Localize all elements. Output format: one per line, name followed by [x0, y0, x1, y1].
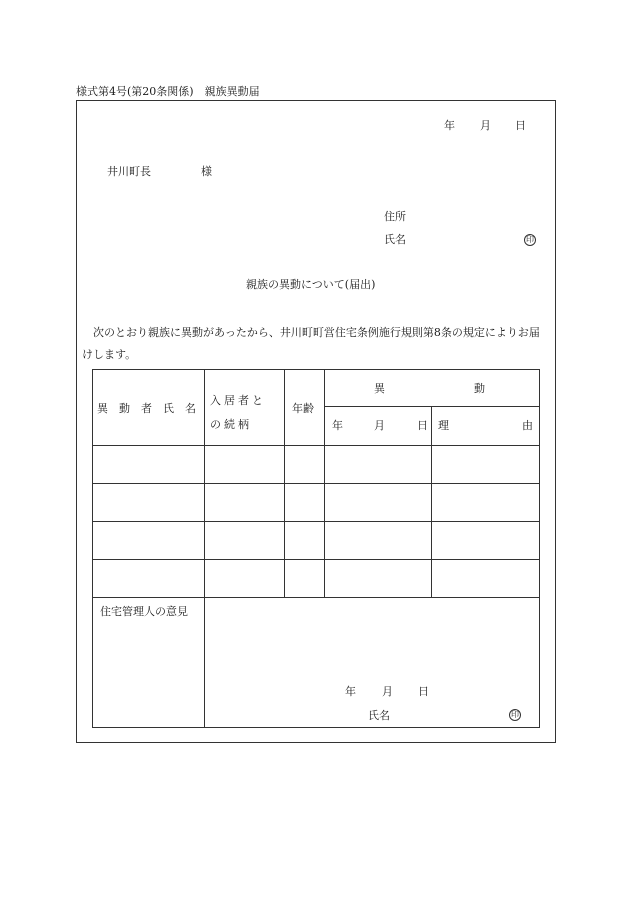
row-date-cell[interactable] [325, 522, 431, 559]
header-day: 日 [417, 419, 428, 432]
row-name-cell[interactable] [93, 560, 204, 597]
header-year: 年 [332, 419, 343, 432]
header-reason-1: 理 [438, 419, 449, 432]
header-month: 月 [374, 419, 385, 432]
row-reason-cell[interactable] [432, 446, 539, 483]
row-name-cell[interactable] [93, 522, 204, 559]
opinion-year-label: 年 [345, 685, 356, 698]
row-reason-cell[interactable] [432, 484, 539, 521]
body-paragraph: 次のとおり親族に異動があったから、井川町町営住宅条例施行規則第8条の規定によりお届けします。 [82, 326, 540, 361]
document-title: 親族の異動について(届出) [246, 278, 376, 291]
opinion-label: 住宅管理人の意見 [100, 605, 188, 618]
date-year-label: 年 [444, 119, 455, 132]
row-relation-cell[interactable] [205, 560, 284, 597]
header-reason-2: 由 [522, 419, 533, 432]
date-month-label: 月 [480, 119, 491, 132]
row-age-cell[interactable] [285, 484, 324, 521]
opinion-month-label: 月 [382, 685, 393, 698]
opinion-name-label: 氏名 [368, 709, 390, 722]
addressee-title: 井川町長 [107, 165, 151, 178]
opinion-day-label: 日 [418, 685, 429, 698]
header-relation: 入居者との続柄 [210, 394, 266, 431]
row-date-cell[interactable] [325, 560, 431, 597]
row-relation-cell[interactable] [205, 446, 284, 483]
row-reason-cell[interactable] [432, 522, 539, 559]
row-reason-cell[interactable] [432, 560, 539, 597]
row-date-cell[interactable] [325, 484, 431, 521]
applicant-seal-icon: 印 [526, 235, 534, 244]
opinion-seal-icon: 印 [511, 710, 519, 719]
row-age-cell[interactable] [285, 560, 324, 597]
row-date-cell[interactable] [325, 446, 431, 483]
row-relation-cell[interactable] [205, 522, 284, 559]
opinion-field[interactable] [205, 598, 539, 678]
row-name-cell[interactable] [93, 484, 204, 521]
date-day-label: 日 [515, 119, 526, 132]
addressee-honorific: 様 [201, 165, 212, 178]
header-change: 異 動 [374, 382, 494, 395]
header-age: 年齢 [292, 402, 314, 415]
form-header: 様式第4号(第20条関係) 親族異動届 [76, 85, 260, 98]
row-name-cell[interactable] [93, 446, 204, 483]
row-age-cell[interactable] [285, 522, 324, 559]
applicant-name-label: 氏名 [384, 233, 406, 246]
row-relation-cell[interactable] [205, 484, 284, 521]
address-label: 住所 [384, 210, 406, 223]
header-name: 異 動 者 氏 名 [97, 402, 196, 415]
row-age-cell[interactable] [285, 446, 324, 483]
